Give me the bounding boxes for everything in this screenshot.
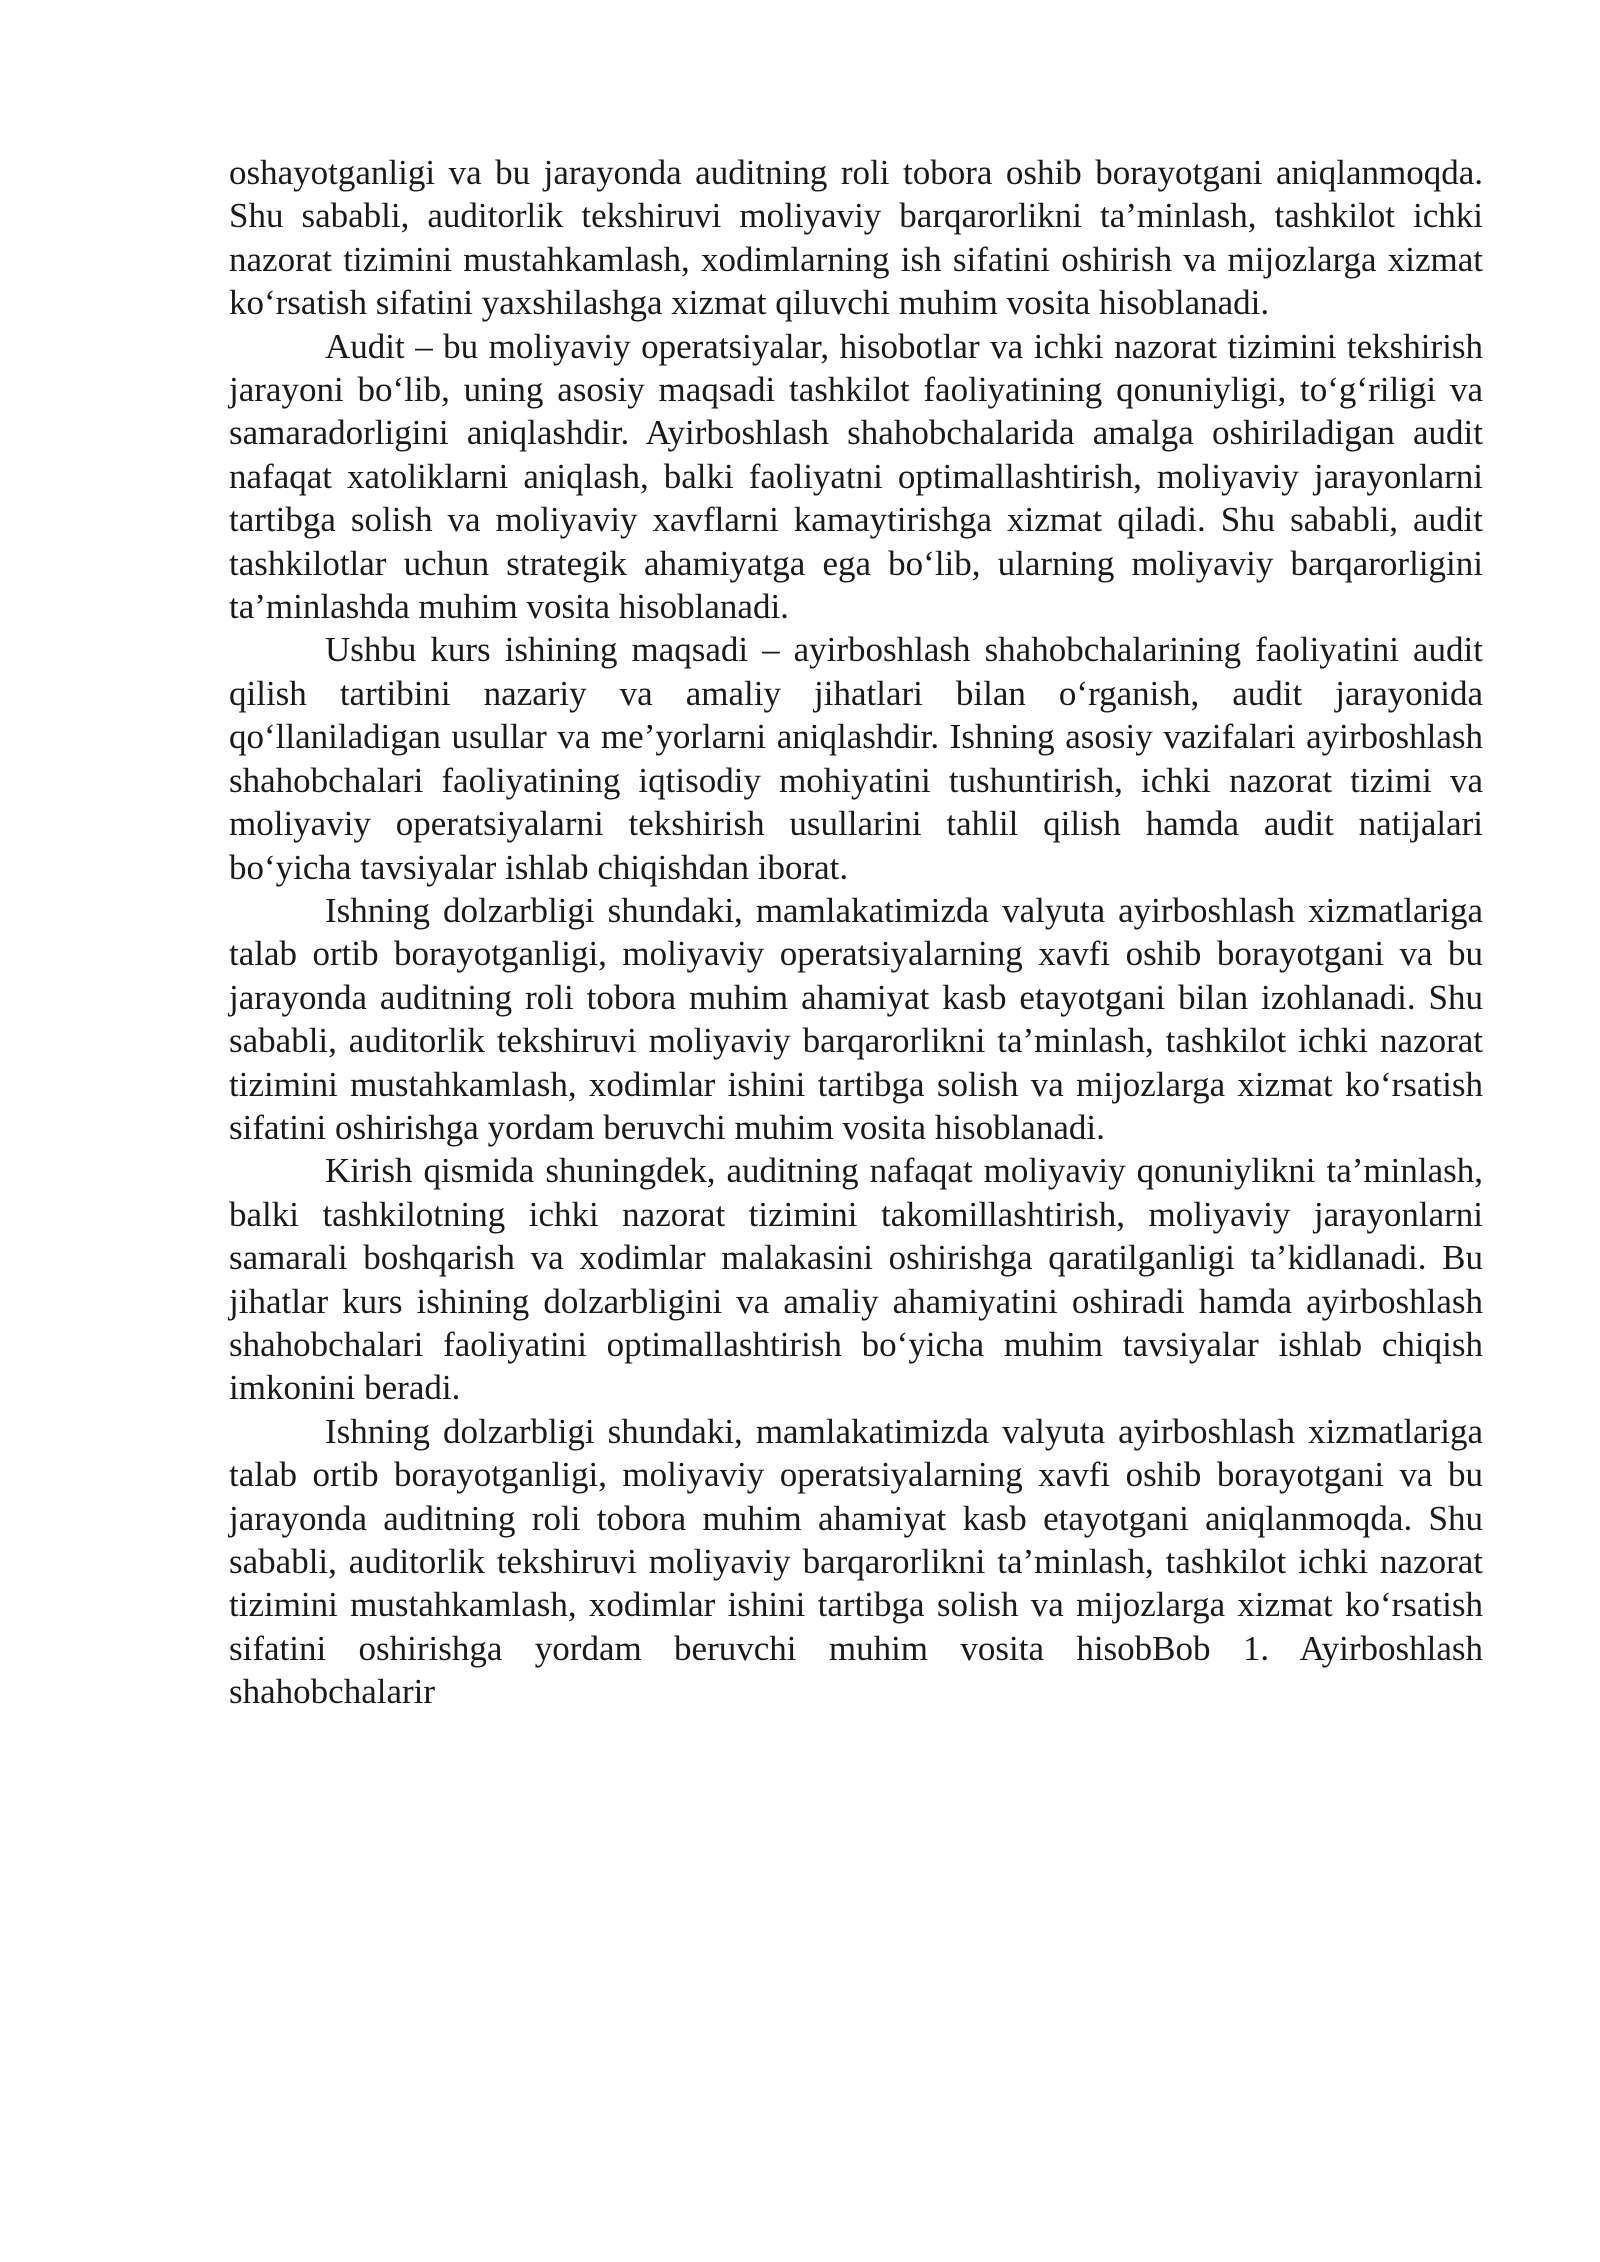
body-text [229,151,1483,1714]
paragraph-5: Kirish qismida shuningdek, auditning nafaqat moliyaviy qonuniylikni ta’minlash, balki tashkilotning ichki nazorat tizimini takomillashtirish, moliyaviy jarayonlarni samarali boshqarish va xodimlar malakasini oshirishga qaratilganligi ta’kidlanadi. Bu jihatlar kurs ishining dolzarbligini va amaliy ahamiyatini oshiradi hamda ayirboshlash shahobchalari faoliyatini optimallashtirish bo‘yicha muhim tavsiyalar ishlab chiqish imkonini beradi. [229,1151,1483,1408]
paragraph-4: Ishning dolzarbligi shundaki, mamlakatimizda valyuta ayirboshlash xizmatlariga talab ortib borayotganligi, moliyaviy operatsiyalarning xavfi oshib borayotgani va bu jarayonda auditning roli tobora muhim ahamiyat kasb etayotgani bilan izohlanadi. Shu sababli, auditorlik tekshiruvi moliyaviy barqarorlikni ta’minlash, tashkilot ichki nazorat tizimini mustahkamlash, xodimlar ishini tartibga solish va mijozlarga xizmat ko‘rsatish sifatini oshirishga yordam beruvchi muhim vosita hisoblanadi. [229,890,1483,1147]
paragraph-1: oshayotganligi va bu jarayonda auditning roli tobora oshib borayotgani aniqlanmoqda. Shu sababli, auditorlik tekshiruvi moliyaviy barqarorlikni ta’minlash, tashkilot ichki nazorat tizimini mustahkamlash, xodimlarning ish sifatini oshirish va mijozlarga xizmat ko‘rsatish sifatini yaxshilashga xizmat qiluvchi muhim vosita hisoblanadi. [229,153,1483,323]
paragraph-6: Ishning dolzarbligi shundaki, mamlakatimizda valyuta ayirboshlash xizmatlariga talab ortib borayotganligi, moliyaviy operatsiyalarning xavfi oshib borayotgani va bu jarayonda auditning roli tobora muhim ahamiyat kasb etayotgani aniqlanmoqda. Shu sababli, auditorlik tekshiruvi moliyaviy barqarorlikni ta’minlash, tashkilot ichki nazorat tizimini mustahkamlash, xodimlar ishini tartibga solish va mijozlarga xizmat ko‘rsatish sifatini oshirishga yordam beruvchi muhim vosita hisobBob 1. Ayirboshlash shahobchalarir [229,1411,1483,1712]
paragraph-3: Ushbu kurs ishining maqsadi – ayirboshlash shahobchalarining faoliyatini audit qilish tartibini nazariy va amaliy jihatlari bilan o‘rganish, audit jarayonida qo‘llaniladigan usullar va me’yorlarni aniqlashdir. Ishning asosiy vazifalari ayirboshlash shahobchalari faoliyatining iqtisodiy mohiyatini tushuntirish, ichki nazorat tizimi va moliyaviy operatsiyalarni tekshirish usullarini tahlil qilish hamda audit natijalari bo‘yicha tavsiyalar ishlab chiqishdan iborat. [229,630,1483,887]
paragraph-2: Audit – bu moliyaviy operatsiyalar, hisobotlar va ichki nazorat tizimini tekshirish jarayoni bo‘lib, uning asosiy maqsadi tashkilot faoliyatining qonuniyligi, to‘g‘riligi va samaradorligini aniqlashdir. Ayirboshlash shahobchalarida amalga oshiriladigan audit nafaqat xatoliklarni aniqlash, balki faoliyatni optimallashtirish, moliyaviy jarayonlarni tartibga solish va moliyaviy xavflarni kamaytirishga xizmat qiladi. Shu sababli, audit tashkilotlar uchun strategik ahamiyatga ega bo‘lib, ularning moliyaviy barqarorligini ta’minlashda muhim vosita hisoblanadi. [229,326,1483,627]
